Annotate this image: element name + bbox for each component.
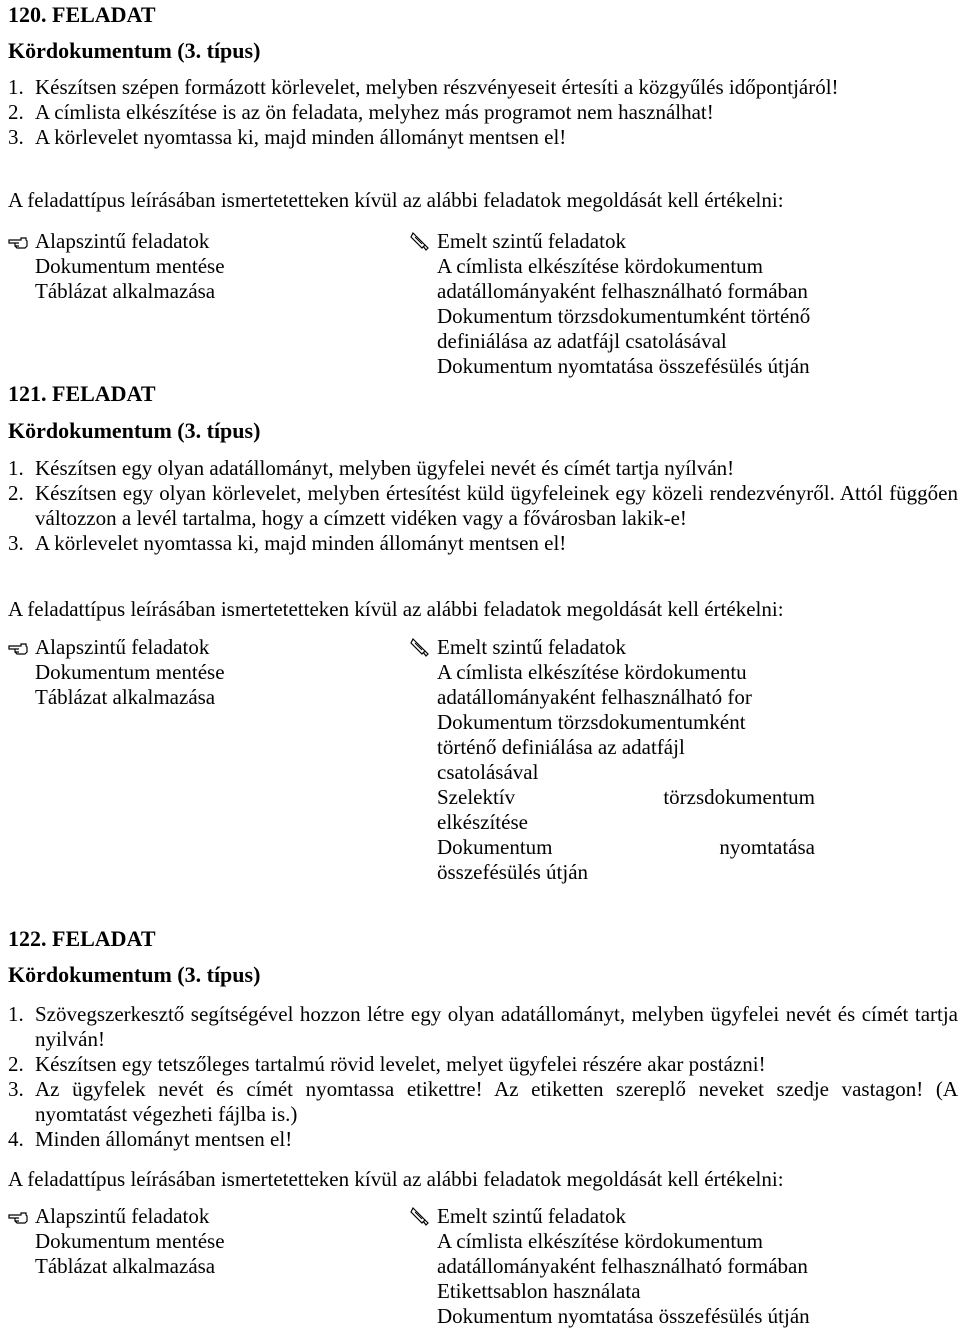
advanced-task-item: történő definiálása az adatfájl [437, 735, 685, 759]
basic-task-item: Dokumentum mentése [35, 660, 225, 684]
advanced-task-item: A címlista elkészítése kördokumentum [437, 1229, 764, 1253]
pen-nib-icon [410, 232, 430, 251]
evaluation-text: A feladattípus leírásában ismertetetteken kívül az alábbi feladatok megoldását kell értékelni: [8, 188, 784, 212]
advanced-tasks-header: Emelt szintű feladatok [410, 1204, 958, 1229]
advanced-task-item: adatállományaként felhasználható formában [437, 279, 808, 303]
list-item: 2. A címlista elkészítése is az ön feladata, melyhez más programot nem használhat! [8, 100, 714, 124]
pen-nib-icon [410, 1207, 430, 1226]
list-item: 1. Szövegszerkesztő segítségével hozzon létre egy olyan adatállományt, melyben ügyfelei nevét és címét tartja nyilván! [8, 1002, 958, 1051]
task-subtitle: Kördokumentum (3. típus) [8, 38, 261, 63]
advanced-task-item: Etikettsablon használata [437, 1279, 641, 1303]
basic-task-item: Táblázat alkalmazása [35, 1254, 216, 1278]
evaluation-text: A feladattípus leírásában ismertetetteken kívül az alábbi feladatok megoldását kell értékelni: [8, 597, 784, 621]
advanced-task-item: Dokumentum törzsdokumentumként [437, 710, 746, 734]
advanced-tasks-header: Emelt szintű feladatok [410, 229, 958, 254]
basic-tasks [8, 1204, 378, 1279]
pen-nib-icon [410, 638, 430, 657]
task-title: 120. FELADAT [8, 2, 156, 27]
advanced-task-item: Dokumentum nyomtatása [437, 835, 815, 859]
list-item: 4. Minden állományt mentsen el! [8, 1127, 293, 1151]
basic-tasks-header: Alapszintű feladatok [8, 229, 378, 254]
list-item: 3. A körlevelet nyomtassa ki, majd minden állományt mentsen el! [8, 531, 567, 555]
list-item: 3. A körlevelet nyomtassa ki, majd minden állományt mentsen el! [8, 125, 567, 149]
basic-task-item: Táblázat alkalmazása [35, 685, 216, 709]
advanced-task-item: összefésülés útján [437, 860, 589, 884]
task-list [8, 456, 958, 556]
list-item: 2. Készítsen egy olyan körlevelet, melyben értesítést küld ügyfeleinek egy közeli rendezvényről. Attól függően változzon a levél tartalma, hogy a címzett vidéken vagy a fővárosban lakik-e! [8, 481, 958, 530]
basic-task-item: Táblázat alkalmazása [35, 279, 216, 303]
advanced-task-item: A címlista elkészítése kördokumentu [437, 660, 747, 684]
basic-tasks [8, 229, 378, 304]
task-subtitle: Kördokumentum (3. típus) [8, 962, 261, 987]
evaluation-text: A feladattípus leírásában ismertetetteken kívül az alábbi feladatok megoldását kell értékelni: [8, 1167, 784, 1191]
advanced-task-item: Dokumentum nyomtatása összefésülés útján [437, 354, 810, 378]
task-title: 122. FELADAT [8, 926, 156, 951]
task-list [8, 75, 958, 150]
advanced-task-item: adatállományaként felhasználható formában [437, 1254, 808, 1278]
pointing-hand-icon [8, 638, 28, 657]
list-item: 3. Az ügyfelek nevét és címét nyomtassa etikettre! Az etiketten szereplő neveket szedje vastagon! (A nyomtatást végezheti fájlba is.) [8, 1077, 958, 1126]
advanced-task-item: csatolásával [437, 760, 539, 784]
advanced-task-item: A címlista elkészítése kördokumentum [437, 254, 764, 278]
basic-tasks-header: Alapszintű feladatok [8, 635, 378, 660]
basic-task-item: Dokumentum mentése [35, 1229, 225, 1253]
advanced-task-item: Szelektív törzsdokumentum [437, 785, 815, 809]
list-item: 1. Készítsen szépen formázott körlevelet, melyben részvényeseit értesíti a közgyűlés időpontjáról! [8, 75, 839, 99]
basic-tasks-header: Alapszintű feladatok [8, 1204, 378, 1229]
advanced-task-item: Dokumentum nyomtatása összefésülés útján [437, 1304, 810, 1328]
pointing-hand-icon [8, 1207, 28, 1226]
list-item: 2. Készítsen egy tetszőleges tartalmú rövid levelet, melyet ügyfelei részére akar postázni! [8, 1052, 766, 1076]
advanced-tasks-header: Emelt szintű feladatok [410, 635, 815, 660]
task-title: 121. FELADAT [8, 381, 156, 406]
task-list [8, 1002, 958, 1152]
basic-tasks [8, 635, 378, 710]
advanced-task-item: definiálása az adatfájl csatolásával [437, 329, 727, 353]
advanced-tasks [410, 635, 815, 885]
advanced-task-item: Dokumentum törzsdokumentumként történő [437, 304, 811, 328]
basic-task-item: Dokumentum mentése [35, 254, 225, 278]
list-item: 1. Készítsen egy olyan adatállományt, melyben ügyfelei nevét és címét tartja nyílván! [8, 456, 735, 480]
advanced-tasks [410, 229, 958, 379]
advanced-task-item: adatállományaként felhasználható for [437, 685, 752, 709]
task-subtitle: Kördokumentum (3. típus) [8, 418, 261, 443]
pointing-hand-icon [8, 232, 28, 251]
advanced-task-item: elkészítése [437, 810, 528, 834]
advanced-tasks [410, 1204, 958, 1329]
